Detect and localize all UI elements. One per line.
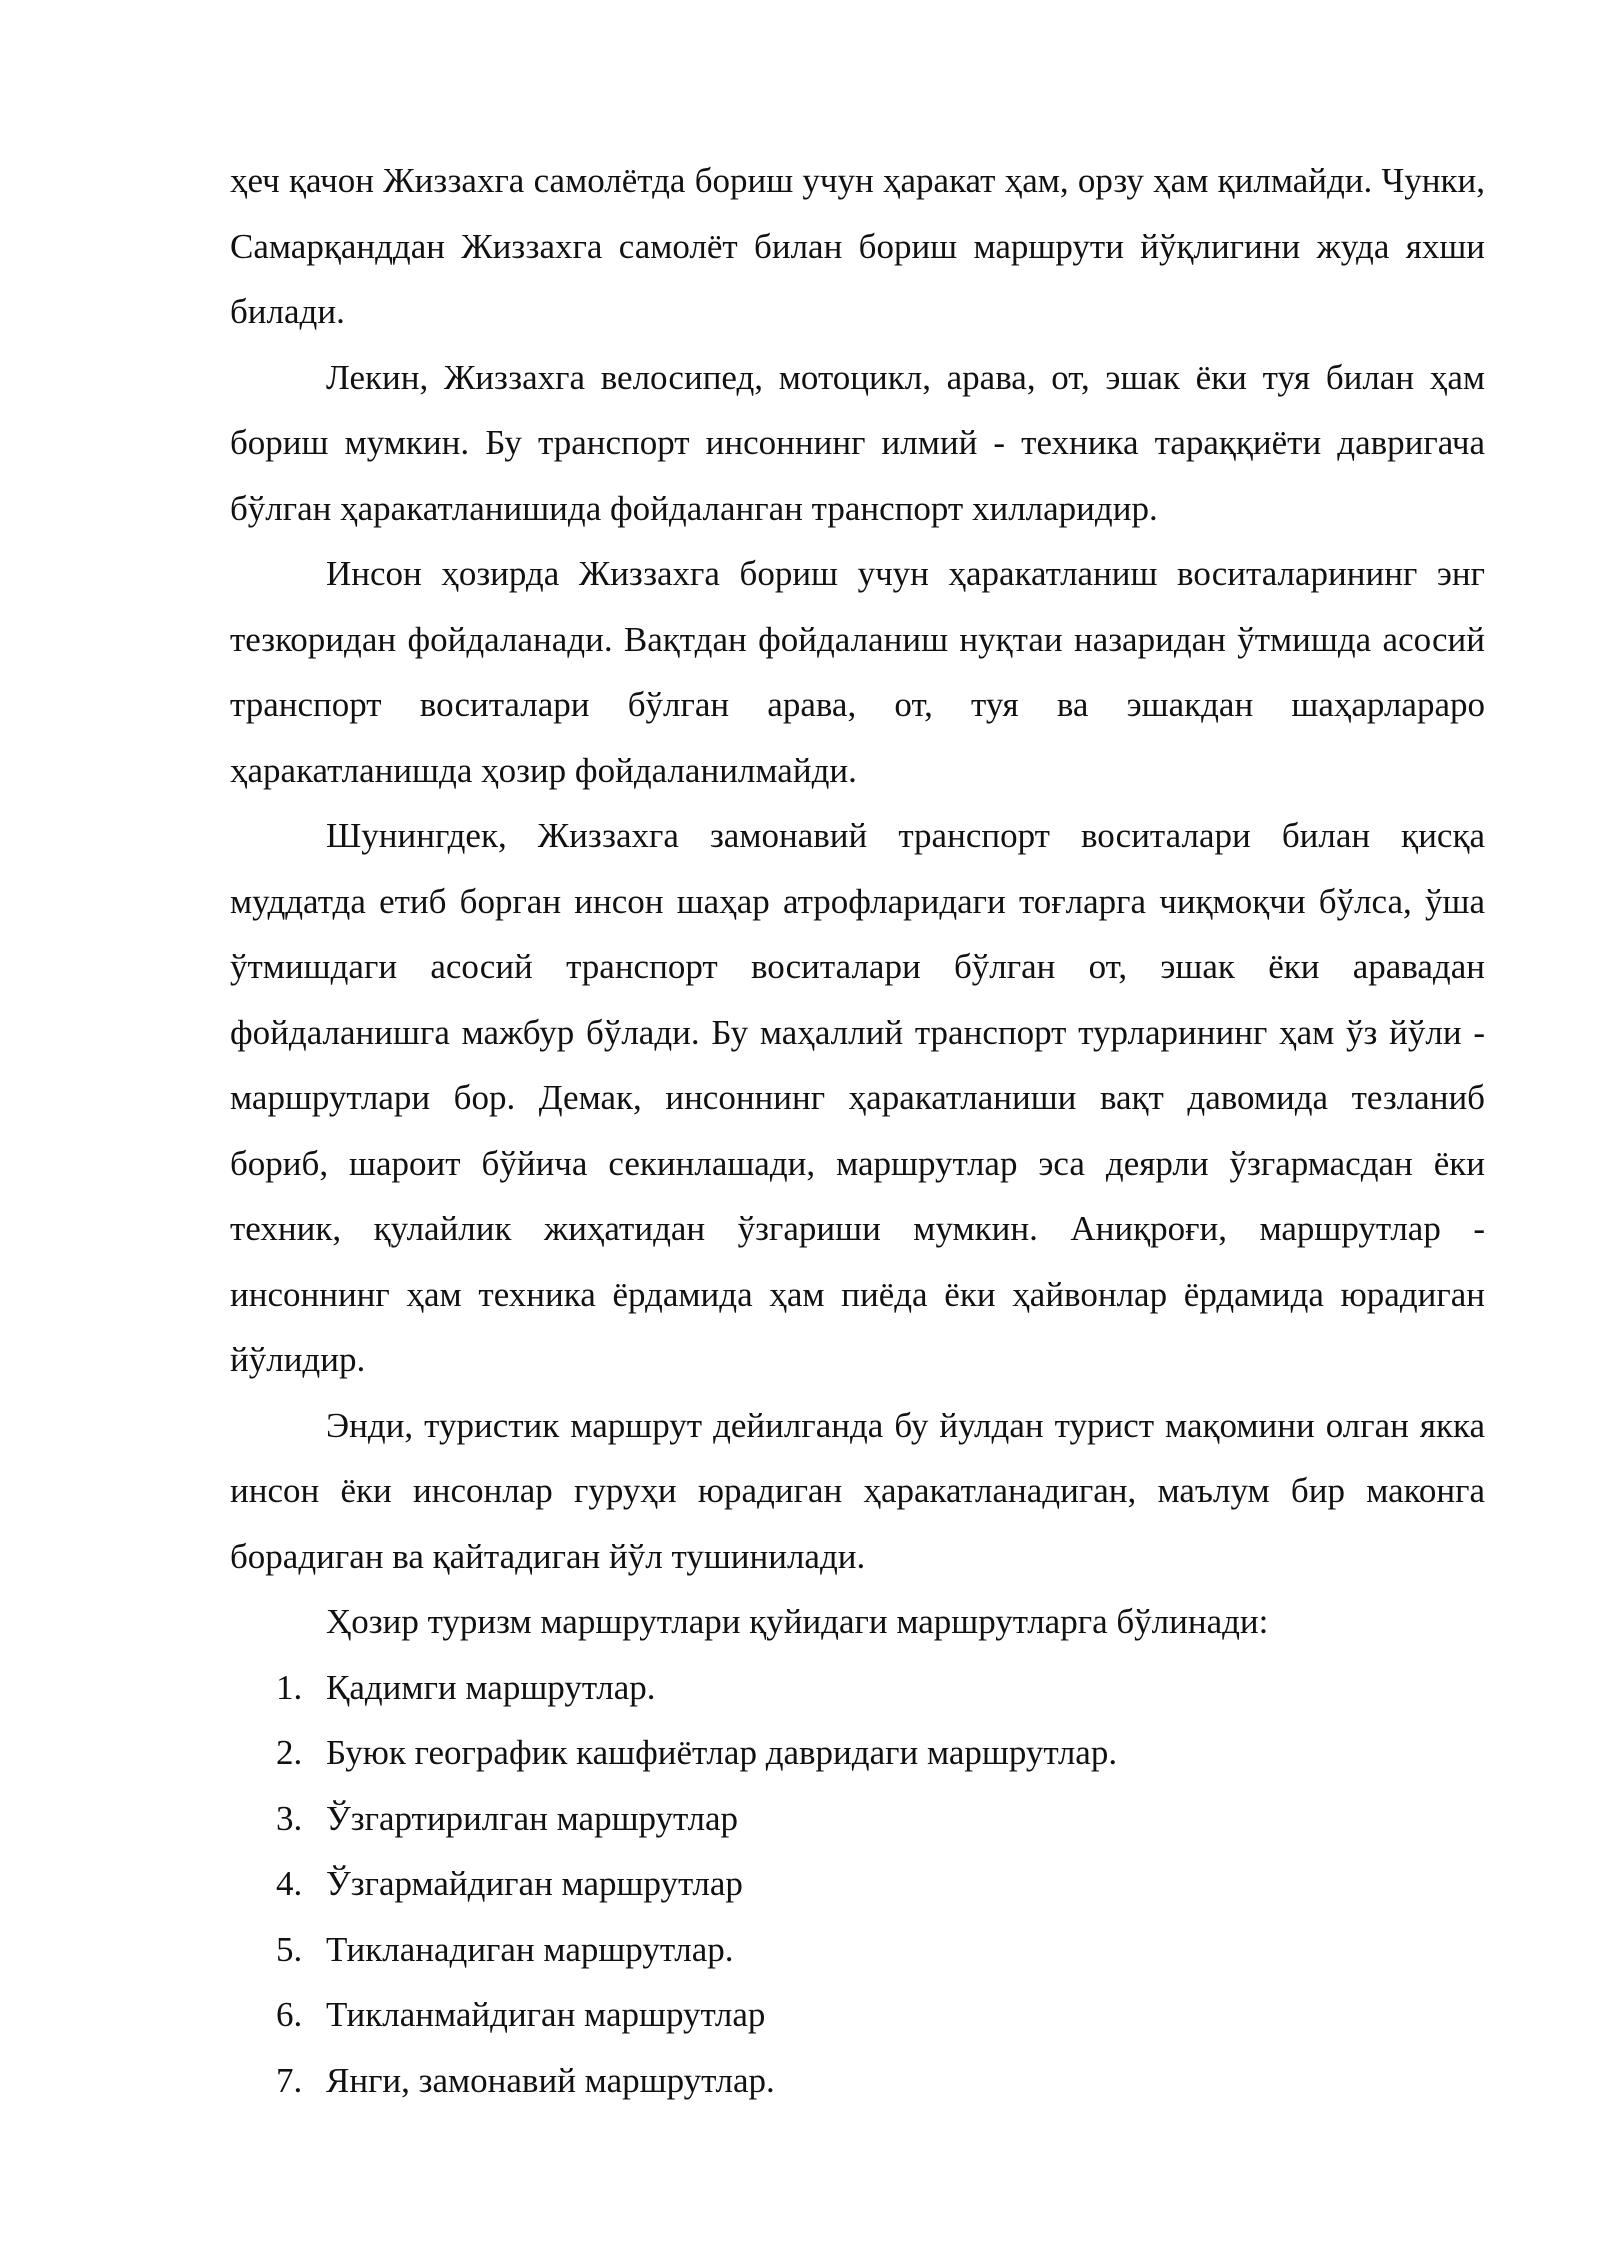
list-item-text: Қадимги маршрутлар. [326,1667,656,1707]
list-intro: Ҳозир туризм маршрутлари қуйидаги маршрутларга бўлинади: [326,1602,1269,1641]
list-item [230,1786,1485,1852]
route-types-list [230,1655,1485,2114]
list-item [230,1982,1485,2048]
list-item-number: 3. [276,1798,303,1838]
list-item-text: Янги, замонавий маршрутлар. [326,2060,775,2100]
list-item-number: 5. [276,1929,303,1969]
list-item [230,1720,1485,1786]
paragraph: Шунингдек, Жиззахга замонавий транспорт воситалари билан қисқа муддатда етиб борган инсон шаҳар атрофларидаги тоғларга чиқмоқчи бўлса, ўша ўтмишдаги асосий транспорт воситалари бўлган от, эшак ёки аравадан фойдаланишга мажбур бўлади. Бу маҳаллий транспорт турларининг ҳам ўз йўли - маршрутлари бор. Демак, инсоннинг ҳаракатланиши вақт давомида тезланиб бориб, шароит бўйича секинлашади, маршрутлар эса деярли ўзгармасдан ёки техник, қулайлик жиҳатидан ўзгариши мумкин. Аниқроғи, маршрутлар - инсоннинг ҳам техника ёрдамида ҳам пиёда ёки ҳайвонлар ёрдамида юрадиган йўлидир. [230,816,1485,1379]
list-item-text: Ўзгармайдиган маршрутлар [326,1864,743,1903]
list-item-number: 1. [276,1667,303,1707]
list-item-number: 2. [276,1733,303,1772]
list-item-text: Буюк географик кашфиётлар давридаги маршрутлар. [326,1733,1118,1772]
list-item [230,1917,1485,1983]
list-item [230,1655,1485,1721]
list-item-number: 6. [276,1995,303,2034]
paragraph: ҳеч қачон Жиззахга самолётда бориш учун ҳаракат ҳам, орзу ҳам қилмайди. Чунки, Самарқанддан Жиззахга самолёт билан бориш маршрути йўқлигини жуда яхши билади. [230,161,1485,331]
list-item-text: Тикланадиган маршрутлар. [326,1929,734,1969]
document-page [230,148,1485,2113]
list-item-number: 7. [276,2060,303,2100]
list-item-number: 4. [276,1864,303,1903]
paragraph: Лекин, Жиззахга велосипед, мотоцикл, арава, от, эшак ёки туя билан ҳам бориш мумкин. Бу транспорт инсоннинг илмий - техника тараққиёти давригача бўлган ҳаракатланишида фойдаланган транспорт хилларидир. [230,357,1485,528]
list-item [230,1851,1485,1917]
list-item [230,2048,1485,2114]
paragraph: Инсон ҳозирда Жиззахга бориш учун ҳаракатланиш воситаларининг энг тезкоридан фойдаланади. Вақтдан фойдаланиш нуқтаи назаридан ўтмишда асосий транспорт воситалари бўлган арава, от, туя ва эшакдан шаҳарлараро ҳаракатланишда ҳозир фойдаланилмайди. [230,554,1485,790]
list-item-text: Ўзгартирилган маршрутлар [326,1798,738,1838]
paragraph: Энди, туристик маршрут дейилганда бу йулдан турист мақомини олган якка инсон ёки инсонлар гуруҳи юрадиган ҳаракатланадиган, маълум бир маконга борадиган ва қайтадиган йўл тушинилади. [230,1405,1485,1576]
list-item-text: Тикланмайдиган маршрутлар [326,1995,766,2034]
